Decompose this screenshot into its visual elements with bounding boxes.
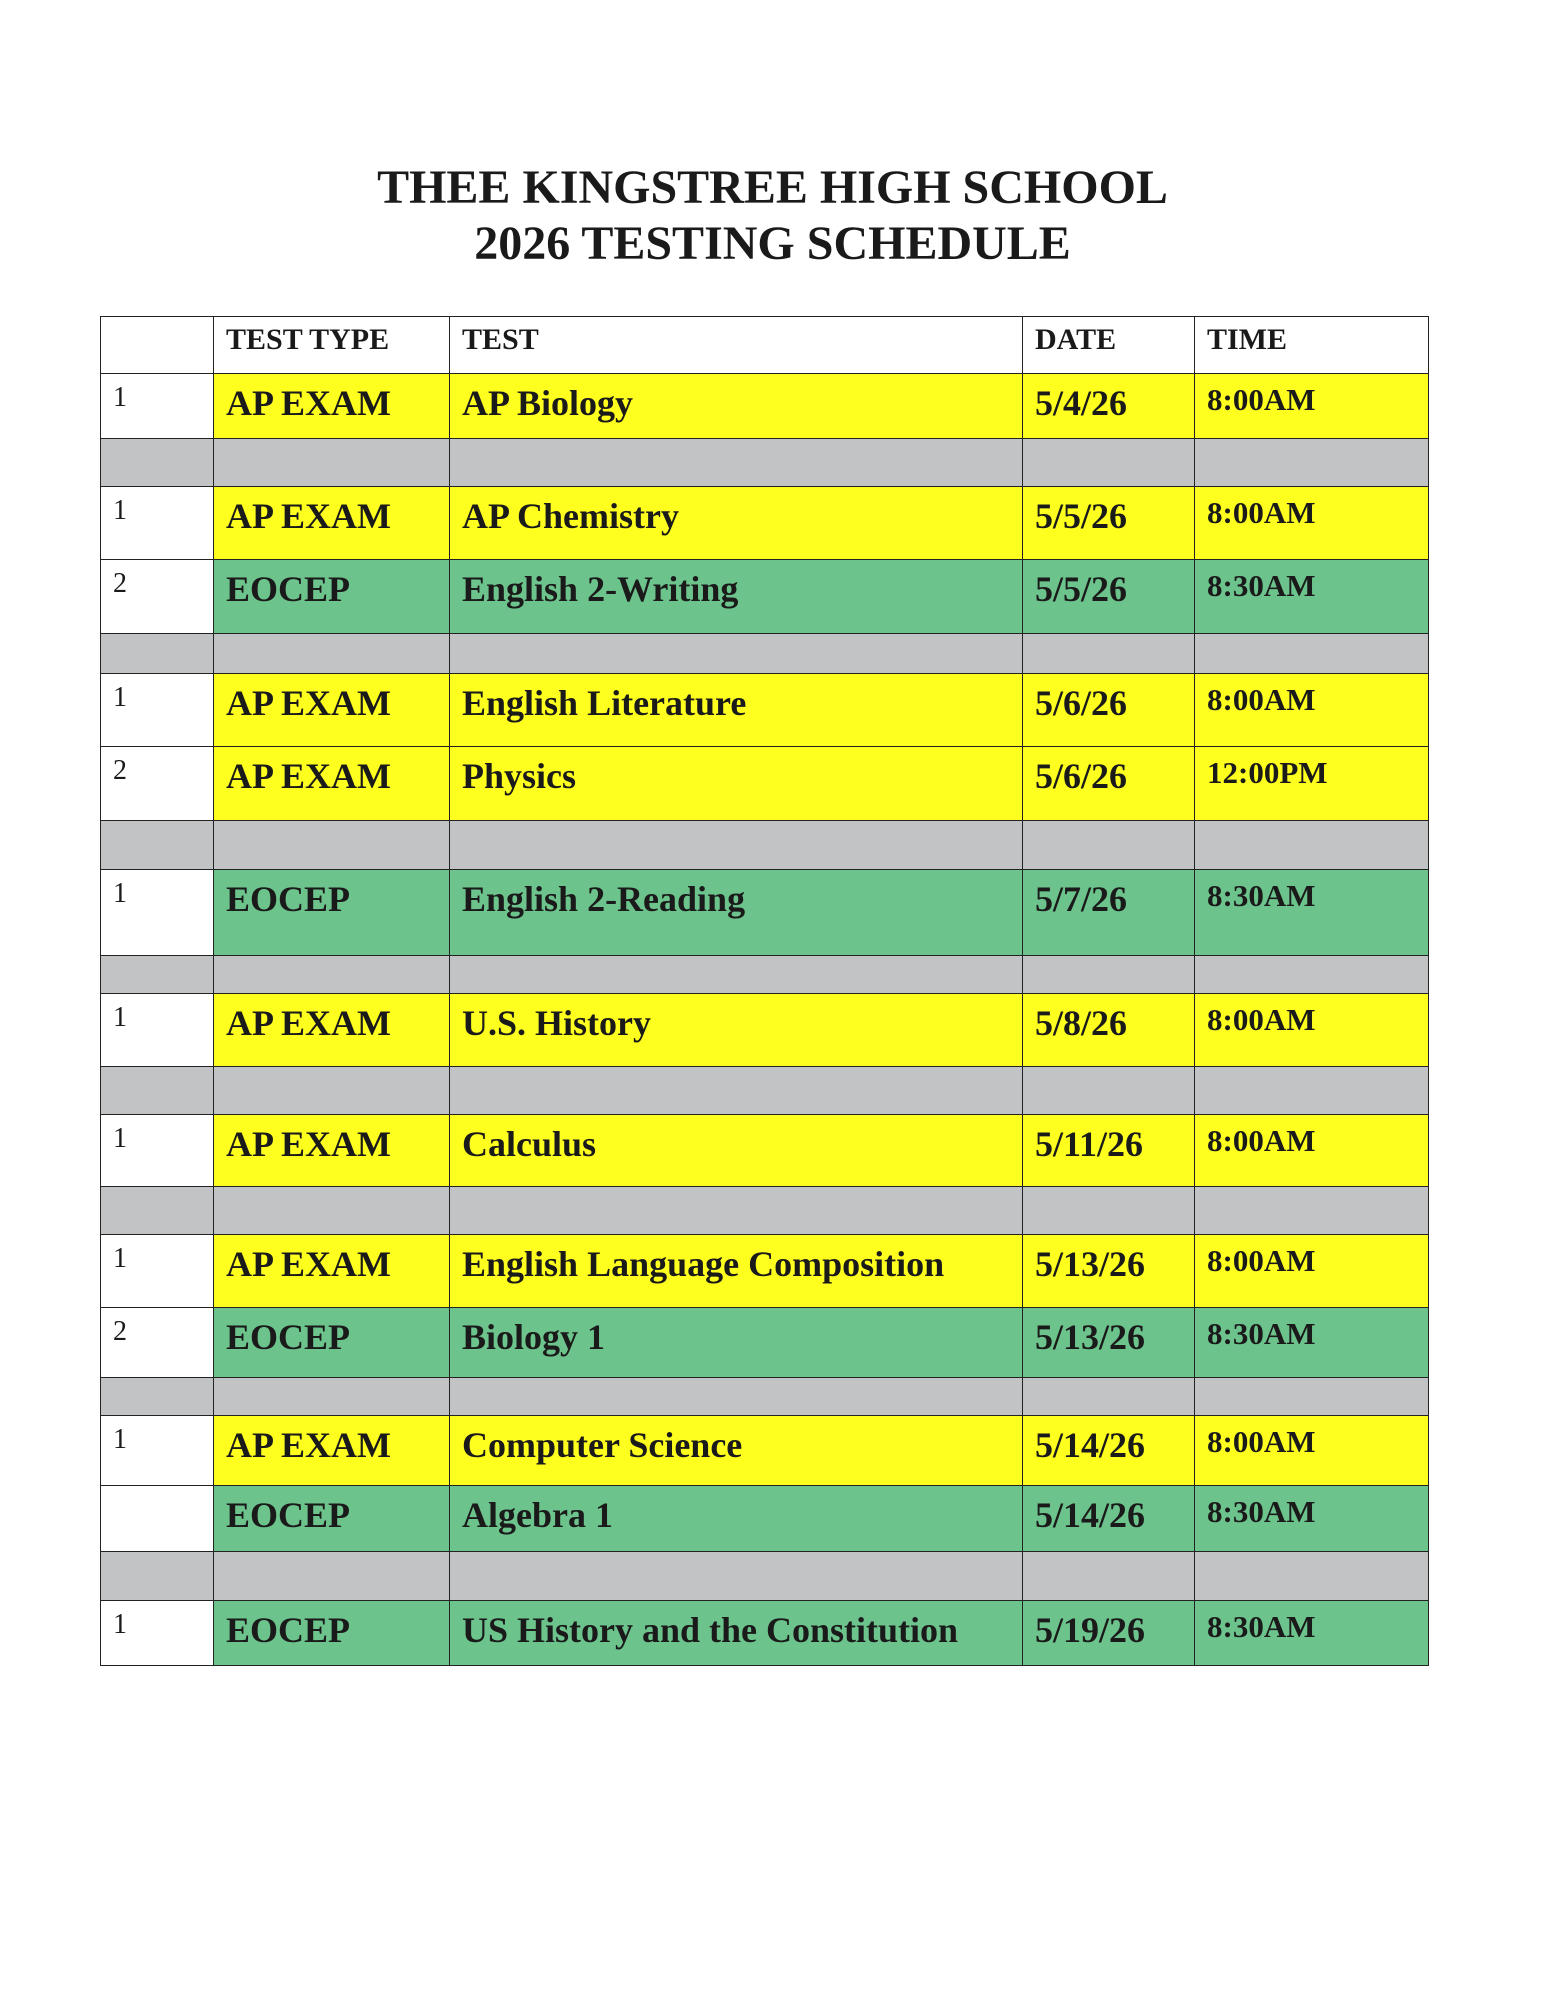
schedule-row bbox=[101, 560, 1429, 634]
time-cell: 8:30AM bbox=[1195, 1308, 1429, 1378]
date-cell: 5/8/26 bbox=[1023, 994, 1195, 1067]
separator-cell bbox=[450, 1378, 1023, 1416]
schedule-row bbox=[101, 870, 1429, 956]
schedule-row bbox=[101, 487, 1429, 560]
time-cell: 8:00AM bbox=[1195, 374, 1429, 439]
separator-cell bbox=[101, 821, 214, 870]
test-type-cell: AP EXAM bbox=[214, 487, 450, 560]
page-title bbox=[0, 160, 1545, 272]
test-name-cell: Biology 1 bbox=[450, 1308, 1023, 1378]
schedule-row bbox=[101, 1115, 1429, 1187]
separator-row bbox=[101, 1552, 1429, 1601]
separator-cell bbox=[1195, 634, 1429, 674]
separator-cell bbox=[1195, 1378, 1429, 1416]
separator-cell bbox=[450, 439, 1023, 487]
header-test: TEST bbox=[450, 317, 1023, 374]
date-cell: 5/11/26 bbox=[1023, 1115, 1195, 1187]
separator-cell bbox=[1023, 1378, 1195, 1416]
separator-cell bbox=[1023, 439, 1195, 487]
separator-cell bbox=[101, 439, 214, 487]
separator-cell bbox=[214, 956, 450, 994]
schedule-row bbox=[101, 674, 1429, 747]
test-name-cell: AP Chemistry bbox=[450, 487, 1023, 560]
row-number: 1 bbox=[101, 994, 214, 1067]
schedule-row bbox=[101, 1601, 1429, 1666]
separator-cell bbox=[101, 634, 214, 674]
row-number: 1 bbox=[101, 1115, 214, 1187]
test-type-cell: AP EXAM bbox=[214, 374, 450, 439]
separator-cell bbox=[101, 1378, 214, 1416]
row-number: 1 bbox=[101, 674, 214, 747]
schedule-row bbox=[101, 747, 1429, 821]
separator-cell bbox=[450, 956, 1023, 994]
header-number bbox=[101, 317, 214, 374]
test-name-cell: Physics bbox=[450, 747, 1023, 821]
separator-cell bbox=[1023, 821, 1195, 870]
schedule-row bbox=[101, 1308, 1429, 1378]
separator-row bbox=[101, 956, 1429, 994]
header-date: DATE bbox=[1023, 317, 1195, 374]
test-type-cell: AP EXAM bbox=[214, 1235, 450, 1308]
separator-cell bbox=[101, 1067, 214, 1115]
test-name-cell: U.S. History bbox=[450, 994, 1023, 1067]
row-number: 1 bbox=[101, 1416, 214, 1486]
separator-cell bbox=[1195, 821, 1429, 870]
separator-row bbox=[101, 1067, 1429, 1115]
test-type-cell: EOCEP bbox=[214, 1308, 450, 1378]
row-number bbox=[101, 1486, 214, 1552]
test-name-cell: Calculus bbox=[450, 1115, 1023, 1187]
date-cell: 5/6/26 bbox=[1023, 674, 1195, 747]
row-number: 1 bbox=[101, 1601, 214, 1666]
row-number: 1 bbox=[101, 487, 214, 560]
time-cell: 8:00AM bbox=[1195, 487, 1429, 560]
time-cell: 8:30AM bbox=[1195, 1486, 1429, 1552]
schedule-body bbox=[101, 317, 1429, 1666]
separator-cell bbox=[450, 1067, 1023, 1115]
schedule-row bbox=[101, 1235, 1429, 1308]
schedule-title: 2026 TESTING SCHEDULE bbox=[474, 217, 1071, 270]
separator-cell bbox=[214, 634, 450, 674]
separator-cell bbox=[1195, 439, 1429, 487]
time-cell: 8:30AM bbox=[1195, 870, 1429, 956]
test-type-cell: AP EXAM bbox=[214, 1115, 450, 1187]
separator-cell bbox=[101, 956, 214, 994]
date-cell: 5/19/26 bbox=[1023, 1601, 1195, 1666]
header-row bbox=[101, 317, 1429, 374]
separator-cell bbox=[214, 1552, 450, 1601]
schedule-row bbox=[101, 374, 1429, 439]
time-cell: 8:00AM bbox=[1195, 674, 1429, 747]
separator-cell bbox=[214, 1067, 450, 1115]
separator-cell bbox=[450, 1552, 1023, 1601]
testing-schedule-table bbox=[100, 316, 1429, 1666]
separator-row bbox=[101, 439, 1429, 487]
test-type-cell: AP EXAM bbox=[214, 747, 450, 821]
header-test-type: TEST TYPE bbox=[214, 317, 450, 374]
separator-cell bbox=[1195, 956, 1429, 994]
separator-cell bbox=[450, 1187, 1023, 1235]
separator-cell bbox=[101, 1187, 214, 1235]
test-name-cell: Algebra 1 bbox=[450, 1486, 1023, 1552]
time-cell: 8:00AM bbox=[1195, 1416, 1429, 1486]
separator-cell bbox=[214, 821, 450, 870]
separator-row bbox=[101, 634, 1429, 674]
separator-cell bbox=[1195, 1067, 1429, 1115]
separator-cell bbox=[1195, 1552, 1429, 1601]
separator-cell bbox=[214, 1187, 450, 1235]
school-name: THEE KINGSTREE HIGH SCHOOL bbox=[377, 161, 1168, 214]
time-cell: 8:30AM bbox=[1195, 560, 1429, 634]
separator-row bbox=[101, 821, 1429, 870]
time-cell: 8:00AM bbox=[1195, 1115, 1429, 1187]
test-type-cell: AP EXAM bbox=[214, 674, 450, 747]
row-number: 2 bbox=[101, 1308, 214, 1378]
separator-cell bbox=[214, 1378, 450, 1416]
separator-cell bbox=[1023, 1067, 1195, 1115]
test-type-cell: EOCEP bbox=[214, 560, 450, 634]
test-type-cell: EOCEP bbox=[214, 870, 450, 956]
separator-cell bbox=[450, 821, 1023, 870]
separator-cell bbox=[1023, 1187, 1195, 1235]
date-cell: 5/5/26 bbox=[1023, 560, 1195, 634]
schedule-row bbox=[101, 1486, 1429, 1552]
test-name-cell: AP Biology bbox=[450, 374, 1023, 439]
test-name-cell: US History and the Constitution bbox=[450, 1601, 1023, 1666]
separator-row bbox=[101, 1378, 1429, 1416]
time-cell: 8:30AM bbox=[1195, 1601, 1429, 1666]
test-type-cell: EOCEP bbox=[214, 1601, 450, 1666]
test-type-cell: AP EXAM bbox=[214, 994, 450, 1067]
test-type-cell: EOCEP bbox=[214, 1486, 450, 1552]
row-number: 2 bbox=[101, 560, 214, 634]
separator-cell bbox=[1023, 1552, 1195, 1601]
schedule-row bbox=[101, 994, 1429, 1067]
date-cell: 5/4/26 bbox=[1023, 374, 1195, 439]
separator-cell bbox=[101, 1552, 214, 1601]
time-cell: 12:00PM bbox=[1195, 747, 1429, 821]
row-number: 1 bbox=[101, 374, 214, 439]
separator-cell bbox=[450, 634, 1023, 674]
separator-cell bbox=[214, 439, 450, 487]
row-number: 1 bbox=[101, 870, 214, 956]
test-name-cell: English 2-Reading bbox=[450, 870, 1023, 956]
header-time: TIME bbox=[1195, 317, 1429, 374]
test-name-cell: Computer Science bbox=[450, 1416, 1023, 1486]
test-type-cell: AP EXAM bbox=[214, 1416, 450, 1486]
date-cell: 5/14/26 bbox=[1023, 1486, 1195, 1552]
schedule-row bbox=[101, 1416, 1429, 1486]
row-number: 1 bbox=[101, 1235, 214, 1308]
date-cell: 5/13/26 bbox=[1023, 1235, 1195, 1308]
separator-cell bbox=[1023, 634, 1195, 674]
date-cell: 5/5/26 bbox=[1023, 487, 1195, 560]
test-name-cell: English Language Composition bbox=[450, 1235, 1023, 1308]
date-cell: 5/6/26 bbox=[1023, 747, 1195, 821]
separator-cell bbox=[1195, 1187, 1429, 1235]
date-cell: 5/7/26 bbox=[1023, 870, 1195, 956]
time-cell: 8:00AM bbox=[1195, 994, 1429, 1067]
date-cell: 5/14/26 bbox=[1023, 1416, 1195, 1486]
row-number: 2 bbox=[101, 747, 214, 821]
time-cell: 8:00AM bbox=[1195, 1235, 1429, 1308]
separator-row bbox=[101, 1187, 1429, 1235]
separator-cell bbox=[1023, 956, 1195, 994]
test-name-cell: English 2-Writing bbox=[450, 560, 1023, 634]
test-name-cell: English Literature bbox=[450, 674, 1023, 747]
date-cell: 5/13/26 bbox=[1023, 1308, 1195, 1378]
